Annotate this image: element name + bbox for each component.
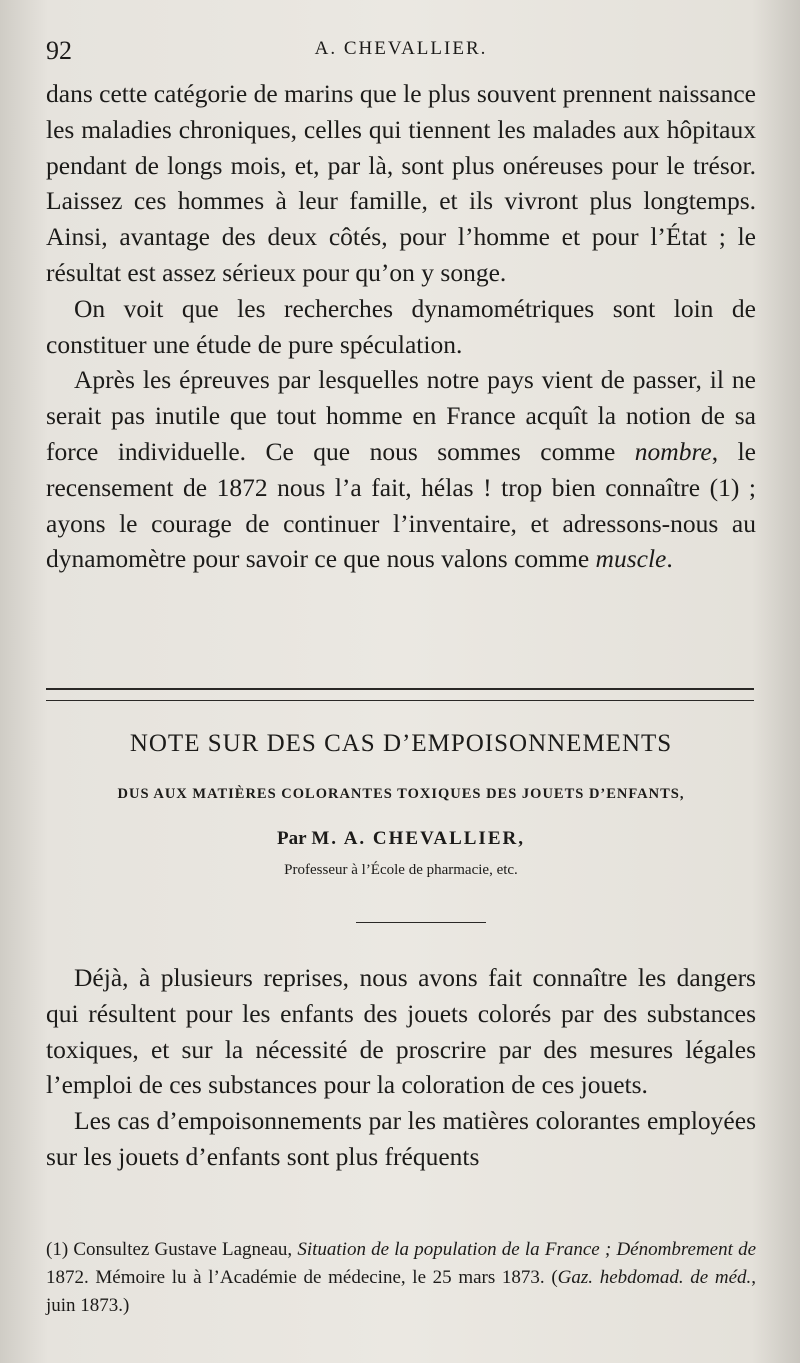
- section-divider: [46, 688, 754, 701]
- footnote-emphasis-1: Situation de la population de la France ; Dénombrement de: [297, 1239, 757, 1260]
- byline: [46, 828, 756, 850]
- paragraph-3: [46, 362, 756, 577]
- byline-prefix: Par: [277, 828, 307, 849]
- article-subtitle: DUS AUX MATIÈRES COLORANTES TOXIQUES DES JOUETS D’ENFANTS,: [117, 786, 685, 802]
- paragraph-2: On voit que les recherches dynamométriques sont loin de constituer une étude de pure spéculation.: [46, 293, 756, 359]
- footnote-part-c: , juin 1873.): [46, 1267, 757, 1316]
- paragraph-3-part-b: , le recensement de 1872 nous l’a fait, hélas ! trop bien connaître (1) ; ayons le courage de continuer l’inventaire, et adressons-nous au dynamomètre pour savoir ce que nous valons comme: [46, 436, 756, 574]
- author-affiliation: Professeur à l’École de pharmacie, etc.: [284, 862, 518, 878]
- footnote-text: [46, 1236, 756, 1320]
- article-paragraph-1: Déjà, à plusieurs reprises, nous avons fait connaître les dangers qui résultent pour les enfants des jouets colorés par des substances toxiques, et sur la nécessité de proscrire par des mesures légales l’emploi de ces substances pour la coloration de ces jouets.: [46, 963, 756, 1100]
- footnote-part-b: 1872. Mémoire lu à l’Académie de médecine, le 25 mars 1873. (: [46, 1267, 558, 1288]
- continued-text: [46, 76, 756, 577]
- article-body: [46, 960, 756, 1175]
- paragraph-3-part-a: Après les épreuves par lesquelles notre pays vient de passer, il ne serait pas inutile que tout homme en France acquît la notion de sa force individuelle. Ce que nous sommes comme: [46, 365, 756, 466]
- paragraph-1: dans cette catégorie de marins que le plus souvent prennent naissance les maladies chroniques, celles qui tiennent les malades aux hôpitaux pendant de longs mois, et, par là, sont plus onéreuses pour le trésor. Laissez ces hommes à leur famille, et ils vivront plus longtemps. Ainsi, avantage des deux côtés, pour l’homme et pour l’État ; le résultat est assez sérieux pour qu’on y songe.: [46, 79, 756, 287]
- running-title: A. CHEVALLIER.: [314, 38, 488, 59]
- footnote-emphasis-2: Gaz. hebdomad. de méd.: [557, 1267, 752, 1288]
- article-paragraph-2: Les cas d’empoisonnements par les matières colorantes employées sur les jouets d’enfants sont plus fréquents: [46, 1106, 756, 1171]
- page-number: 92: [46, 36, 72, 65]
- running-head: [46, 36, 756, 68]
- footnote: [46, 1236, 756, 1320]
- paragraph-3-part-c: .: [666, 544, 673, 574]
- footnote-part-a: (1) Consultez Gustave Lagneau,: [46, 1239, 298, 1260]
- emphasis-nombre: nombre: [634, 436, 712, 466]
- emphasis-muscle: muscle: [595, 544, 667, 574]
- article-title: NOTE SUR DES CAS D’EMPOISONNEMENTS: [129, 730, 673, 757]
- short-divider: [356, 922, 486, 923]
- byline-author: M. A. CHEVALLIER,: [311, 828, 525, 849]
